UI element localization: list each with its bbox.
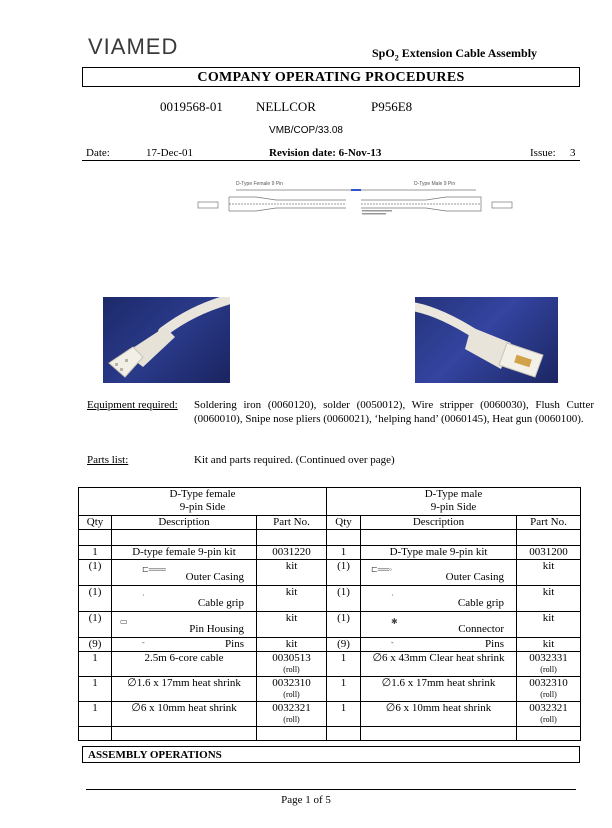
date-value: 17-Dec-01: [146, 147, 194, 159]
table-row: 1 ∅6 x 10mm heat shrink 0032321 (roll) 1 ∅6 x 10mm heat shrink 0032321 (roll): [79, 702, 581, 727]
issue-value: 3: [570, 147, 576, 159]
col-part-left: Part No.: [257, 516, 327, 530]
assembly-operations-heading: ASSEMBLY OPERATIONS: [82, 746, 580, 763]
parts-table: [78, 487, 581, 741]
connector-icon: ✱: [391, 617, 398, 626]
drawing-label-male: D-Type Male 9 Pin: [414, 181, 456, 187]
col-part-right: Part No.: [517, 516, 581, 530]
pin-icon: -: [142, 638, 145, 647]
cop-title: COMPANY OPERATING PROCEDURES: [82, 67, 580, 87]
revision-date: Revision date: 6-Nov-13: [269, 147, 382, 159]
date-label: Date:: [86, 147, 110, 159]
part-model: P956E8: [371, 99, 413, 114]
document-title: SpO$_2$ Extension Cable Assembly: [372, 46, 538, 63]
table-row-spacer: [79, 530, 581, 546]
cable-assembly-drawing: [196, 177, 516, 217]
outer-casing-icon: ⊏═══: [142, 565, 166, 574]
table-row: 1 D-type female 9-pin kit 0031220 1 D-Type male 9-pin kit 0031200: [79, 546, 581, 560]
col-desc-right: Description: [361, 516, 517, 530]
pin-housing-icon: ▭: [120, 617, 128, 626]
note-line-1: [362, 210, 392, 212]
table-group-header: [79, 488, 581, 516]
table-row: 1 ∅1.6 x 17mm heat shrink 0032310 (roll) 1 ∅1.6 x 17mm heat shrink 0032310 (roll): [79, 677, 581, 702]
outer-casing-icon: ⊏══◦: [371, 565, 392, 574]
table-row-spacer: [79, 727, 581, 741]
dimension-marker: [351, 189, 361, 191]
equipment-label: Equipment required:: [87, 399, 178, 411]
parts-list-label: Parts list:: [87, 454, 129, 466]
equipment-text: Soldering iron (0060120), solder (0050012), Wire stripper (0060030), Flush Cutter (0060010), Snipe nose pliers (0060021), ‘helping hand’ (0060145), Heat gun (0060100).: [194, 399, 594, 425]
male-side-header: D-Type male 9-pin Side: [327, 488, 581, 516]
table-row: (9) - Pins kit (9) - Pins kit: [79, 638, 581, 652]
male-connector-shape: [492, 202, 512, 208]
table-row: 1 2.5m 6-core cable 0030513 (roll) 1 ∅6 x 43mm Clear heat shrink 0032331 (roll): [79, 652, 581, 677]
footer-divider: [86, 789, 576, 790]
cable-grip-icon: ·: [142, 591, 145, 600]
female-side-header: D-Type female 9-pin Side: [79, 488, 327, 516]
table-row: (1) · Cable grip kit (1) · Cable grip kit: [79, 586, 581, 612]
pin-icon: -: [391, 638, 394, 647]
date-row: [82, 147, 580, 161]
col-qty-left: Qty: [79, 516, 112, 530]
part-number: 0019568-01: [160, 99, 223, 114]
page-number: Page 1 of 5: [281, 794, 331, 806]
part-brand: NELLCOR: [256, 99, 316, 114]
cable-grip-icon: ·: [391, 591, 394, 600]
parts-list-text: Kit and parts required. (Continued over page): [194, 454, 395, 466]
col-desc-left: Description: [112, 516, 257, 530]
female-connector-photo: [103, 297, 230, 383]
document-reference: VMB/COP/33.08: [269, 125, 343, 136]
note-line-2: [362, 213, 386, 215]
female-connector-shape: [198, 202, 218, 208]
drawing-label-female: D-Type Female 9 Pin: [236, 181, 283, 187]
col-qty-right: Qty: [327, 516, 361, 530]
issue-label: Issue:: [530, 147, 556, 159]
table-row: (1) ▭ Pin Housing kit (1) ✱ Connector kit: [79, 612, 581, 638]
table-column-header: [79, 516, 581, 530]
viamed-logo: VIAMED: [88, 34, 179, 59]
table-row: (1) ⊏═══ Outer Casing kit (1) ⊏══◦ Outer Casing kit: [79, 560, 581, 586]
male-connector-photo: [415, 297, 558, 383]
